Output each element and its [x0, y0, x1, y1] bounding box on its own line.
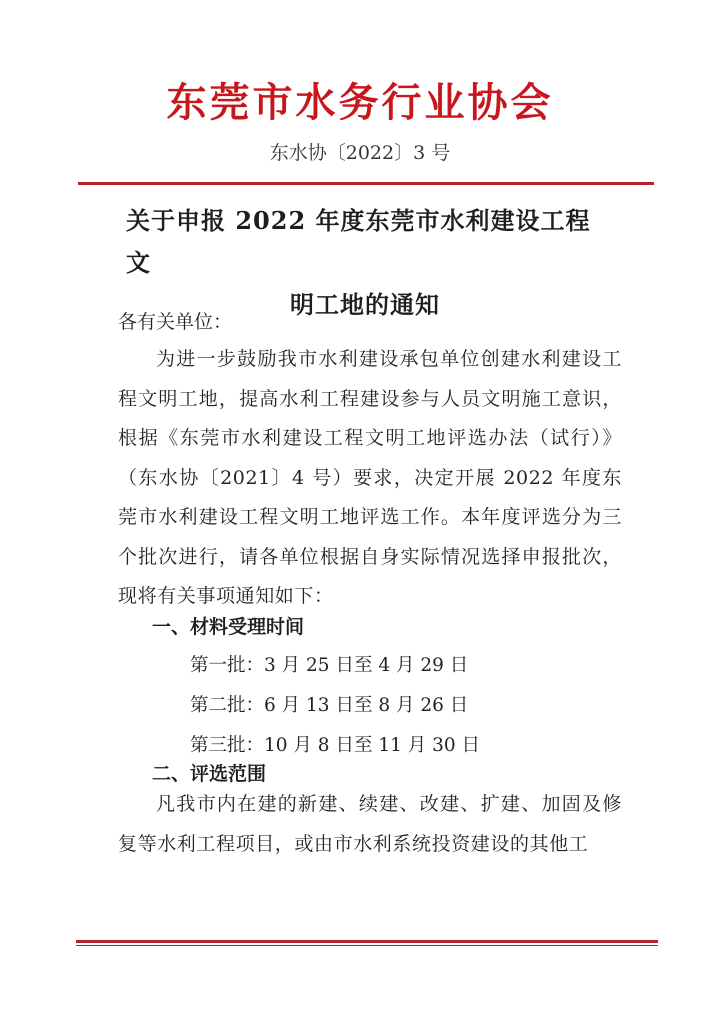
intro-paragraph: 为进一步鼓励我市水利建设承包单位创建水利建设工程文明工地，提高水利工程建设参与人员文明施工意识，根据《东莞市水利建设工程文明工地评选办法（试行）》（东水协〔2021〕4 号）要求，决定开展 2022 年度东莞市水利建设工程文明工地评选工作。本年度评选分为三个批次进行，请各单位根据自身实际情况选择申报批次，现将有关事项通知如下： — [118, 348, 622, 607]
document-number: 东水协〔2022〕3 号 — [269, 142, 451, 164]
notice-title-line-1: 关于申报 2022 年度东莞市水利建设工程文 — [126, 206, 591, 277]
header-divider — [78, 182, 654, 185]
batch-item-1: 第一批：3 月 25 日至 4 月 29 日 — [190, 655, 469, 676]
section-heading-submission-time: 一、材料受理时间 — [152, 616, 305, 638]
footer-divider-thin — [76, 945, 658, 946]
footer-divider — [76, 940, 658, 943]
scope-paragraph: 凡我市内在建的新建、续建、改建、扩建、加固及修复等水利工程项目，或由市水利系统投资建设的其他工 — [118, 793, 622, 855]
batch-item-3: 第三批：10 月 8 日至 11 月 30 日 — [190, 735, 481, 756]
notice-title-line-2: 明工地的通知 — [290, 290, 440, 319]
batch-item-2: 第二批：6 月 13 日至 8 月 26 日 — [190, 695, 469, 716]
section-heading-scope: 二、评选范围 — [152, 763, 267, 785]
organization-title: 东莞市水务行业协会 — [166, 80, 554, 126]
salutation: 各有关单位： — [118, 311, 233, 333]
